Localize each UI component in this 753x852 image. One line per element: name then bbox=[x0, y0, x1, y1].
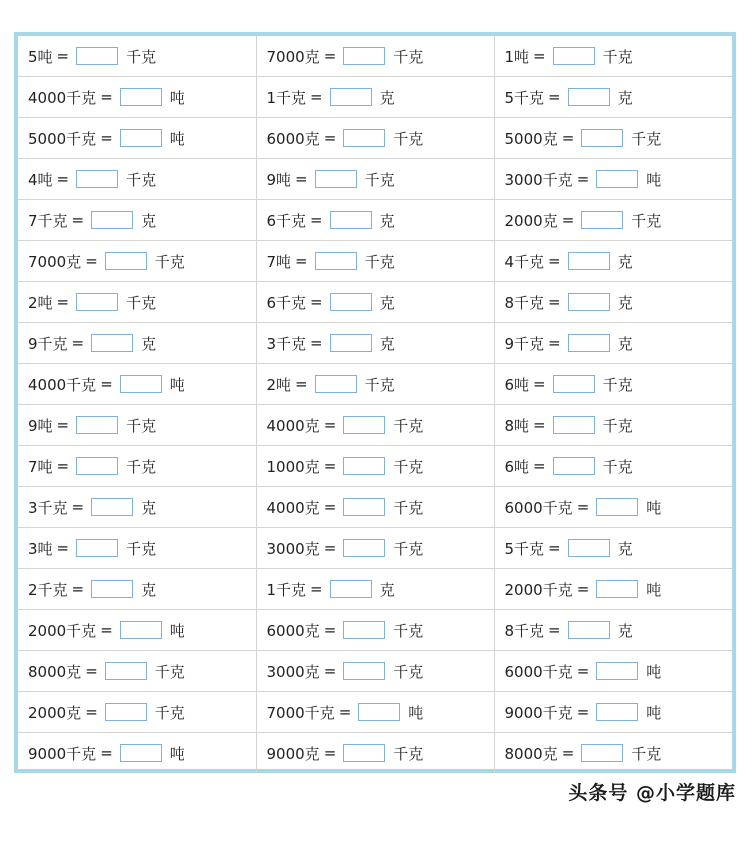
problem-quantity: 8000克 bbox=[28, 662, 82, 681]
target-unit: 吨 bbox=[169, 744, 185, 763]
answer-box[interactable] bbox=[568, 88, 610, 106]
problem-cell bbox=[494, 159, 732, 200]
target-unit: 克 bbox=[141, 580, 157, 599]
answer-box[interactable] bbox=[76, 47, 118, 65]
equals-sign: = bbox=[561, 744, 575, 762]
problem-cell bbox=[18, 692, 256, 733]
table-row bbox=[18, 241, 732, 282]
equals-sign: = bbox=[100, 88, 113, 106]
equals-sign: = bbox=[533, 416, 546, 434]
target-unit: 克 bbox=[141, 498, 157, 517]
target-unit: 千克 bbox=[364, 170, 395, 189]
table-row bbox=[18, 200, 732, 241]
table-row bbox=[18, 405, 732, 446]
conversion-grid bbox=[18, 36, 732, 773]
problem-cell bbox=[18, 528, 256, 569]
target-unit: 吨 bbox=[646, 703, 662, 722]
problem-cell bbox=[494, 364, 732, 405]
problem-quantity: 9吨 bbox=[266, 170, 292, 189]
equals-sign: = bbox=[85, 703, 98, 721]
problem-quantity: 7千克 bbox=[28, 211, 68, 230]
problem-quantity: 4000克 bbox=[266, 498, 320, 517]
target-unit: 克 bbox=[617, 539, 633, 558]
equals-sign: = bbox=[100, 375, 113, 393]
problem-cell bbox=[494, 569, 732, 610]
equals-sign: = bbox=[323, 47, 337, 65]
problem-quantity: 7000千克 bbox=[266, 703, 335, 722]
problem-quantity: 3千克 bbox=[28, 498, 68, 517]
watermark-credit: 头条号 @小学题库 bbox=[568, 782, 736, 804]
problem-quantity: 6千克 bbox=[266, 293, 307, 312]
answer-box[interactable] bbox=[553, 375, 595, 393]
target-unit: 克 bbox=[141, 211, 157, 230]
grid-body bbox=[18, 36, 732, 773]
problem-cell bbox=[494, 610, 732, 651]
problem-quantity: 6吨 bbox=[504, 375, 530, 394]
problem-quantity: 1吨 bbox=[504, 47, 530, 66]
problem-quantity: 2吨 bbox=[28, 293, 53, 312]
problem-cell bbox=[256, 323, 494, 364]
answer-box[interactable] bbox=[581, 129, 623, 147]
answer-box[interactable] bbox=[120, 375, 162, 393]
problem-quantity: 1千克 bbox=[266, 580, 307, 599]
problem-cell bbox=[18, 200, 256, 241]
problem-quantity: 4千克 bbox=[504, 252, 545, 271]
problem-cell bbox=[494, 733, 732, 774]
table-row bbox=[18, 77, 732, 118]
problem-quantity: 5000克 bbox=[504, 129, 558, 148]
table-row bbox=[18, 118, 732, 159]
equals-sign: = bbox=[56, 293, 70, 311]
answer-box[interactable] bbox=[553, 47, 595, 65]
answer-box[interactable] bbox=[343, 416, 385, 434]
equals-sign: = bbox=[85, 662, 98, 680]
table-row bbox=[18, 569, 732, 610]
problem-cell bbox=[18, 446, 256, 487]
target-unit: 千克 bbox=[393, 539, 424, 558]
answer-box[interactable] bbox=[358, 703, 400, 721]
problem-cell bbox=[18, 323, 256, 364]
equals-sign: = bbox=[85, 252, 98, 270]
equals-sign: = bbox=[56, 416, 70, 434]
equals-sign: = bbox=[71, 334, 85, 352]
problem-quantity: 6吨 bbox=[504, 457, 530, 476]
target-unit: 千克 bbox=[154, 662, 185, 681]
answer-box[interactable] bbox=[120, 129, 162, 147]
table-row bbox=[18, 282, 732, 323]
equals-sign: = bbox=[323, 457, 337, 475]
target-unit: 千克 bbox=[126, 170, 157, 189]
problem-cell bbox=[494, 200, 732, 241]
equals-sign: = bbox=[533, 47, 546, 65]
problem-quantity: 1000克 bbox=[266, 457, 320, 476]
answer-box[interactable] bbox=[330, 580, 372, 598]
target-unit: 千克 bbox=[393, 129, 424, 148]
equals-sign: = bbox=[338, 703, 352, 721]
answer-box[interactable] bbox=[553, 416, 595, 434]
answer-box[interactable] bbox=[105, 662, 147, 680]
target-unit: 千克 bbox=[393, 457, 424, 476]
answer-box[interactable] bbox=[105, 703, 147, 721]
table-row bbox=[18, 692, 732, 733]
target-unit: 千克 bbox=[393, 47, 424, 66]
table-row bbox=[18, 446, 732, 487]
answer-box[interactable] bbox=[596, 703, 638, 721]
answer-box[interactable] bbox=[568, 293, 610, 311]
table-row bbox=[18, 651, 732, 692]
problem-quantity: 7吨 bbox=[266, 252, 292, 271]
problem-cell bbox=[256, 692, 494, 733]
problem-cell bbox=[256, 200, 494, 241]
target-unit: 吨 bbox=[646, 662, 662, 681]
equals-sign: = bbox=[100, 621, 113, 639]
answer-box[interactable] bbox=[568, 334, 610, 352]
table-row bbox=[18, 733, 732, 774]
target-unit: 千克 bbox=[602, 416, 633, 435]
equals-sign: = bbox=[323, 744, 337, 762]
target-unit: 千克 bbox=[631, 744, 662, 763]
table-row bbox=[18, 610, 732, 651]
target-unit: 克 bbox=[617, 334, 633, 353]
equals-sign: = bbox=[56, 47, 70, 65]
problem-cell bbox=[494, 528, 732, 569]
answer-box[interactable] bbox=[553, 457, 595, 475]
problem-cell bbox=[256, 446, 494, 487]
answer-box[interactable] bbox=[343, 744, 385, 762]
answer-box[interactable] bbox=[91, 334, 133, 352]
problem-cell bbox=[256, 733, 494, 774]
problem-quantity: 6000克 bbox=[266, 129, 320, 148]
target-unit: 千克 bbox=[154, 252, 185, 271]
problem-cell bbox=[18, 651, 256, 692]
problem-quantity: 6000千克 bbox=[504, 662, 573, 681]
equals-sign: = bbox=[548, 334, 561, 352]
equals-sign: = bbox=[323, 498, 337, 516]
problem-quantity: 8吨 bbox=[504, 416, 530, 435]
target-unit: 千克 bbox=[126, 416, 157, 435]
problem-cell bbox=[18, 77, 256, 118]
target-unit: 克 bbox=[617, 621, 633, 640]
problem-cell bbox=[18, 282, 256, 323]
equals-sign: = bbox=[295, 252, 308, 270]
problem-cell bbox=[256, 528, 494, 569]
problem-cell bbox=[256, 159, 494, 200]
answer-box[interactable] bbox=[343, 498, 385, 516]
problem-quantity: 5千克 bbox=[504, 539, 545, 558]
worksheet-frame bbox=[14, 32, 736, 773]
table-row bbox=[18, 528, 732, 569]
problem-cell bbox=[494, 36, 732, 77]
equals-sign: = bbox=[576, 580, 590, 598]
problem-quantity: 4吨 bbox=[28, 170, 53, 189]
target-unit: 千克 bbox=[602, 47, 633, 66]
target-unit: 千克 bbox=[602, 457, 633, 476]
target-unit: 克 bbox=[141, 334, 157, 353]
answer-box[interactable] bbox=[568, 539, 610, 557]
answer-box[interactable] bbox=[330, 334, 372, 352]
answer-box[interactable] bbox=[596, 662, 638, 680]
target-unit: 克 bbox=[379, 580, 395, 599]
target-unit: 千克 bbox=[393, 662, 424, 681]
table-row bbox=[18, 364, 732, 405]
equals-sign: = bbox=[576, 498, 590, 516]
problem-cell bbox=[256, 36, 494, 77]
problem-cell bbox=[494, 692, 732, 733]
answer-box[interactable] bbox=[343, 129, 385, 147]
answer-box[interactable] bbox=[343, 47, 385, 65]
problem-quantity: 6千克 bbox=[266, 211, 307, 230]
problem-quantity: 9000千克 bbox=[28, 744, 97, 763]
equals-sign: = bbox=[548, 293, 561, 311]
problem-quantity: 2吨 bbox=[266, 375, 292, 394]
problem-quantity: 2000克 bbox=[504, 211, 558, 230]
target-unit: 千克 bbox=[602, 375, 633, 394]
equals-sign: = bbox=[100, 744, 113, 762]
answer-box[interactable] bbox=[343, 457, 385, 475]
problem-cell bbox=[494, 118, 732, 159]
problem-quantity: 4000千克 bbox=[28, 88, 97, 107]
equals-sign: = bbox=[323, 621, 337, 639]
problem-quantity: 9000克 bbox=[266, 744, 320, 763]
problem-quantity: 9000千克 bbox=[504, 703, 573, 722]
equals-sign: = bbox=[71, 211, 85, 229]
problem-cell bbox=[494, 446, 732, 487]
equals-sign: = bbox=[56, 539, 70, 557]
problem-quantity: 3千克 bbox=[266, 334, 307, 353]
problem-quantity: 9千克 bbox=[28, 334, 68, 353]
equals-sign: = bbox=[323, 539, 337, 557]
answer-box[interactable] bbox=[76, 539, 118, 557]
table-row bbox=[18, 323, 732, 364]
problem-quantity: 3000克 bbox=[266, 539, 320, 558]
target-unit: 千克 bbox=[393, 621, 424, 640]
target-unit: 吨 bbox=[169, 375, 185, 394]
answer-box[interactable] bbox=[581, 744, 623, 762]
problem-cell bbox=[18, 364, 256, 405]
equals-sign: = bbox=[323, 662, 337, 680]
equals-sign: = bbox=[295, 170, 308, 188]
problem-quantity: 2000克 bbox=[28, 703, 82, 722]
problem-quantity: 4000千克 bbox=[28, 375, 97, 394]
target-unit: 千克 bbox=[631, 211, 662, 230]
problem-cell bbox=[256, 487, 494, 528]
problem-quantity: 3000千克 bbox=[504, 170, 573, 189]
equals-sign: = bbox=[310, 88, 323, 106]
problem-cell bbox=[256, 405, 494, 446]
problem-cell bbox=[494, 487, 732, 528]
problem-quantity: 4000克 bbox=[266, 416, 320, 435]
table-row bbox=[18, 159, 732, 200]
answer-box[interactable] bbox=[330, 88, 372, 106]
target-unit: 千克 bbox=[126, 457, 157, 476]
problem-quantity: 2000千克 bbox=[504, 580, 573, 599]
problem-cell bbox=[494, 405, 732, 446]
problem-cell bbox=[18, 733, 256, 774]
problem-quantity: 7000克 bbox=[266, 47, 320, 66]
equals-sign: = bbox=[71, 580, 85, 598]
problem-quantity: 2000千克 bbox=[28, 621, 97, 640]
answer-box[interactable] bbox=[91, 211, 133, 229]
problem-cell bbox=[494, 282, 732, 323]
target-unit: 千克 bbox=[126, 47, 157, 66]
answer-box[interactable] bbox=[76, 457, 118, 475]
answer-box[interactable] bbox=[76, 416, 118, 434]
table-row bbox=[18, 36, 732, 77]
answer-box[interactable] bbox=[330, 211, 372, 229]
answer-box[interactable] bbox=[315, 375, 357, 393]
problem-cell bbox=[18, 118, 256, 159]
target-unit: 吨 bbox=[169, 88, 185, 107]
target-unit: 千克 bbox=[364, 252, 395, 271]
answer-box[interactable] bbox=[76, 293, 118, 311]
equals-sign: = bbox=[561, 129, 575, 147]
answer-box[interactable] bbox=[596, 498, 638, 516]
answer-box[interactable] bbox=[330, 293, 372, 311]
problem-quantity: 2千克 bbox=[28, 580, 68, 599]
target-unit: 克 bbox=[379, 88, 395, 107]
problem-quantity: 6000千克 bbox=[504, 498, 573, 517]
answer-box[interactable] bbox=[568, 621, 610, 639]
target-unit: 克 bbox=[617, 293, 633, 312]
answer-box[interactable] bbox=[568, 252, 610, 270]
equals-sign: = bbox=[310, 211, 323, 229]
equals-sign: = bbox=[576, 703, 590, 721]
target-unit: 吨 bbox=[169, 129, 185, 148]
answer-box[interactable] bbox=[120, 744, 162, 762]
problem-quantity: 8千克 bbox=[504, 621, 545, 640]
equals-sign: = bbox=[561, 211, 575, 229]
problem-cell bbox=[18, 241, 256, 282]
equals-sign: = bbox=[310, 580, 323, 598]
problem-cell bbox=[494, 651, 732, 692]
equals-sign: = bbox=[71, 498, 85, 516]
problem-cell bbox=[494, 77, 732, 118]
problem-cell bbox=[256, 364, 494, 405]
equals-sign: = bbox=[533, 375, 546, 393]
equals-sign: = bbox=[548, 252, 561, 270]
answer-box[interactable] bbox=[105, 252, 147, 270]
target-unit: 克 bbox=[379, 293, 395, 312]
target-unit: 吨 bbox=[646, 498, 662, 517]
target-unit: 克 bbox=[379, 211, 395, 230]
equals-sign: = bbox=[310, 293, 323, 311]
equals-sign: = bbox=[533, 457, 546, 475]
equals-sign: = bbox=[548, 621, 561, 639]
target-unit: 吨 bbox=[646, 580, 662, 599]
target-unit: 千克 bbox=[126, 293, 157, 312]
equals-sign: = bbox=[295, 375, 308, 393]
answer-box[interactable] bbox=[120, 621, 162, 639]
target-unit: 吨 bbox=[408, 703, 424, 722]
problem-quantity: 7000克 bbox=[28, 252, 82, 271]
target-unit: 千克 bbox=[126, 539, 157, 558]
problem-quantity: 3吨 bbox=[28, 539, 53, 558]
problem-cell bbox=[18, 610, 256, 651]
answer-box[interactable] bbox=[596, 580, 638, 598]
problem-cell bbox=[256, 118, 494, 159]
answer-box[interactable] bbox=[596, 170, 638, 188]
target-unit: 千克 bbox=[393, 498, 424, 517]
problem-quantity: 7吨 bbox=[28, 457, 53, 476]
target-unit: 克 bbox=[617, 252, 633, 271]
target-unit: 克 bbox=[379, 334, 395, 353]
equals-sign: = bbox=[323, 416, 337, 434]
equals-sign: = bbox=[310, 334, 323, 352]
problem-quantity: 9千克 bbox=[504, 334, 545, 353]
answer-box[interactable] bbox=[343, 621, 385, 639]
target-unit: 千克 bbox=[393, 744, 424, 763]
target-unit: 千克 bbox=[364, 375, 395, 394]
equals-sign: = bbox=[576, 662, 590, 680]
equals-sign: = bbox=[548, 88, 561, 106]
answer-box[interactable] bbox=[76, 170, 118, 188]
problem-cell bbox=[18, 36, 256, 77]
target-unit: 千克 bbox=[154, 703, 185, 722]
equals-sign: = bbox=[56, 457, 70, 475]
equals-sign: = bbox=[548, 539, 561, 557]
problem-cell bbox=[18, 405, 256, 446]
target-unit: 吨 bbox=[646, 170, 662, 189]
answer-box[interactable] bbox=[315, 170, 357, 188]
problem-quantity: 5吨 bbox=[28, 47, 53, 66]
problem-quantity: 6000克 bbox=[266, 621, 320, 640]
problem-quantity: 5千克 bbox=[504, 88, 545, 107]
answer-box[interactable] bbox=[343, 662, 385, 680]
problem-cell bbox=[18, 569, 256, 610]
target-unit: 千克 bbox=[631, 129, 662, 148]
equals-sign: = bbox=[323, 129, 337, 147]
problem-quantity: 8000克 bbox=[504, 744, 558, 763]
problem-cell bbox=[256, 282, 494, 323]
target-unit: 千克 bbox=[393, 416, 424, 435]
equals-sign: = bbox=[576, 170, 590, 188]
problem-cell bbox=[494, 241, 732, 282]
answer-box[interactable] bbox=[315, 252, 357, 270]
equals-sign: = bbox=[56, 170, 70, 188]
problem-cell bbox=[256, 569, 494, 610]
problem-quantity: 1千克 bbox=[266, 88, 307, 107]
answer-box[interactable] bbox=[343, 539, 385, 557]
problem-cell bbox=[18, 487, 256, 528]
target-unit: 吨 bbox=[169, 621, 185, 640]
problem-cell bbox=[256, 651, 494, 692]
answer-box[interactable] bbox=[91, 498, 133, 516]
problem-quantity: 3000克 bbox=[266, 662, 320, 681]
answer-box[interactable] bbox=[91, 580, 133, 598]
problem-cell bbox=[256, 610, 494, 651]
equals-sign: = bbox=[100, 129, 113, 147]
answer-box[interactable] bbox=[581, 211, 623, 229]
problem-cell bbox=[256, 241, 494, 282]
problem-quantity: 9吨 bbox=[28, 416, 53, 435]
problem-quantity: 5000千克 bbox=[28, 129, 97, 148]
table-row bbox=[18, 487, 732, 528]
problem-cell bbox=[494, 323, 732, 364]
problem-quantity: 8千克 bbox=[504, 293, 545, 312]
answer-box[interactable] bbox=[120, 88, 162, 106]
problem-cell bbox=[18, 159, 256, 200]
problem-cell bbox=[256, 77, 494, 118]
target-unit: 克 bbox=[617, 88, 633, 107]
